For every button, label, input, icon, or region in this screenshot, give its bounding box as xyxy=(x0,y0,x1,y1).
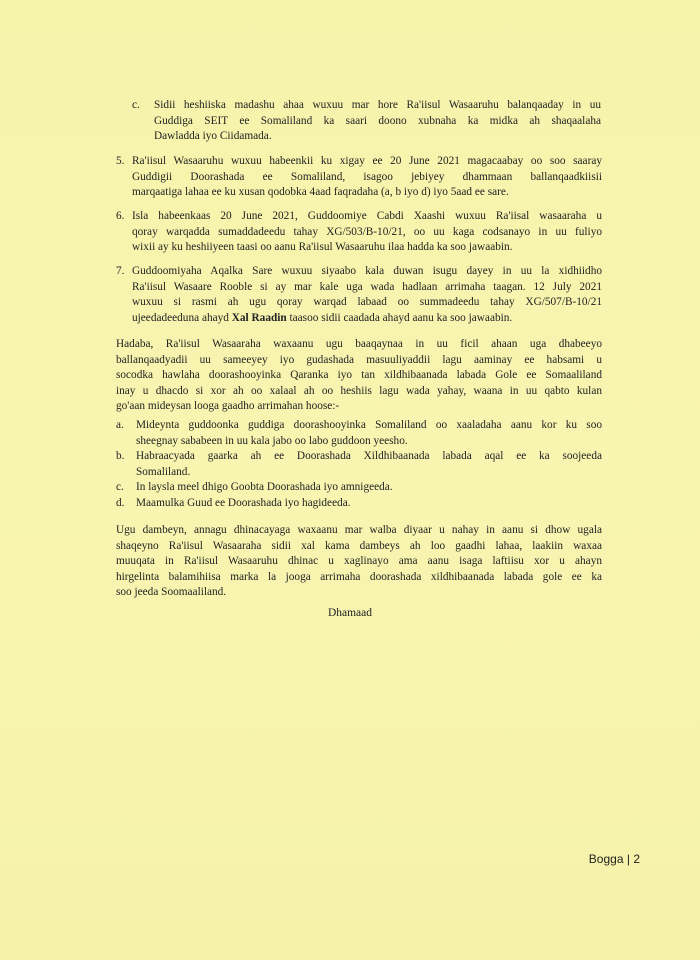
text-line: Isla habeenkaas 20 June 2021, Guddoomiye Cabdi Xaashi wuxuu Ra'iisal wasaaraha u xyxy=(132,210,602,222)
text-line: wuxuu si rasmi ah ugu qoray warqad labaad oo summadeedu tahay XG/507/B-10/21 xyxy=(132,296,602,309)
text-line: Dawladda iyo Ciidamada. xyxy=(154,130,272,143)
page-label: Bogga xyxy=(588,852,624,866)
text-run: ujeedadeeduna ahayd xyxy=(132,311,232,324)
list-item xyxy=(132,264,602,326)
text-line: Mideynta guddoonka guddiga doorashooyinka Somaliland oo xaaladaha aanu kor ku soo xyxy=(136,419,602,431)
text-line: go'aan mideysan looga gaadho arrimahan hoose:- xyxy=(116,400,340,413)
text-line xyxy=(132,311,602,327)
bold-text: Xal Raadin xyxy=(231,311,287,324)
text-line: Habraacyada gaarka ah ee Doorashada Xildhibaanada labada aqal ee ka soojeeda xyxy=(136,450,602,462)
text-line: Sidii heshiiska madashu ahaa wuxuu mar hore Ra'iisul Wasaaruhu balanqaaday in uu xyxy=(154,99,601,111)
text-line: Somaliland. xyxy=(136,465,191,478)
list-item xyxy=(136,480,602,496)
list-item xyxy=(136,449,602,480)
paragraph xyxy=(116,523,602,601)
list-marker: d. xyxy=(116,497,125,509)
text-line: ballanqaadyadii uu sameeyey iyo gudashada masuuliyaddii lagu aaminay ee habsami u xyxy=(116,353,602,366)
text-line: Guddigii Doorashada ee Somaliland, isagoo jebiyey dhammaan ballanqaadkiisii xyxy=(132,170,602,183)
list-item xyxy=(154,98,601,145)
closing-text: Dhamaad xyxy=(327,607,373,619)
list-item xyxy=(132,209,602,256)
text-line: Guddoomiyaha Aqalka Sare wuxuu siyaabo kala duwan isugu dayey in uu la xidhiidho xyxy=(132,265,602,277)
list-marker: 6. xyxy=(116,210,125,222)
page-number: 2 xyxy=(633,852,640,866)
footer-separator: | xyxy=(626,852,630,866)
list-item xyxy=(136,496,602,512)
text-line: soo jeeda Soomaaliland. xyxy=(116,586,227,599)
page-footer xyxy=(589,852,640,866)
text-line: inay u dhacdo si xor ah oo xalaal ah oo heshiis lagu wada yahay, waana in uu qabto kulan xyxy=(116,384,602,397)
text-line: Maamulka Guud ee Doorashada iyo hagideeda. xyxy=(136,497,351,509)
text-line: Ugu dambeyn, annagu dhinacayaga waxaanu mar walba diyaar u nahay in aanu si dhow ugala xyxy=(116,524,602,536)
list-marker: 5. xyxy=(116,155,125,167)
list-marker: c. xyxy=(116,481,124,493)
text-line: Ra'iisul Wasaare Rooble si ay mar kale uga wada hadlaan arrimaha taagan. 12 July 2021 xyxy=(132,280,602,293)
paragraph xyxy=(116,337,602,415)
text-line: qoray warqadda sumaddadeedu tahay XG/503/B-10/21, oo uu kaga codsanayo in uu fuliyo xyxy=(132,225,602,238)
list-marker: c. xyxy=(132,99,140,111)
text-line: sheegnay sababeen in uu kala jabo oo labo guddoon yeesho. xyxy=(136,434,408,447)
list-marker: 7. xyxy=(116,265,125,277)
text-line: Guddiga SEIT ee Somaliland ka saari doono xubnaha ka midka ah shaqaalaha xyxy=(154,114,601,127)
text-line: socodka hawlaha doorashooyinka Qaranka iyo tan xildhibaanada labada Gole ee Somaaliland xyxy=(116,369,602,382)
text-run: taasoo sidii caadada ahayd aanu ka soo jawaabin. xyxy=(286,311,513,324)
text-line: In laysla meel dhigo Goobta Doorashada iyo amnigeeda. xyxy=(136,481,393,493)
text-line: marqaatiga lahaa ee ku xusan qodobka 4aad faqradaha (a, b iyo d) iyo 5aad ee sare. xyxy=(132,186,509,199)
text-line: Ra'iisul Wasaaruhu wuxuu habeenkii ku xigay ee 20 June 2021 magacaabay oo soo saaray xyxy=(132,155,602,167)
list-marker: b. xyxy=(116,450,125,462)
text-line: hirgelinta balamihiisa marka la jooga arrimaha doorashada xildhibaanada labada gole ee ka xyxy=(116,570,602,583)
text-line: shaqeyno Ra'iisul Wasaaraha sidii xal kama dambeys ah loo gaadhi lahaa, laakiin waxaa xyxy=(116,539,602,552)
list-marker: a. xyxy=(116,419,124,431)
text-line: wixii ay ku heshiiyeen taasi oo aanu Ra'iisul Wasaaruhu ilaa hadda ka soo jawaabin. xyxy=(132,241,513,254)
text-line: muuqata in Ra'iisul Wasaaruhu dhinac u xaglinayo ama aanu isaga laftiisu xor u ahayn xyxy=(116,555,602,568)
text-line: Hadaba, Ra'iisul Wasaaraha waxaanu ugu baaqaynaa in uu ficil ahaan uga dhabeeyo xyxy=(116,338,602,350)
list-item xyxy=(136,418,602,449)
list-item xyxy=(132,154,602,201)
